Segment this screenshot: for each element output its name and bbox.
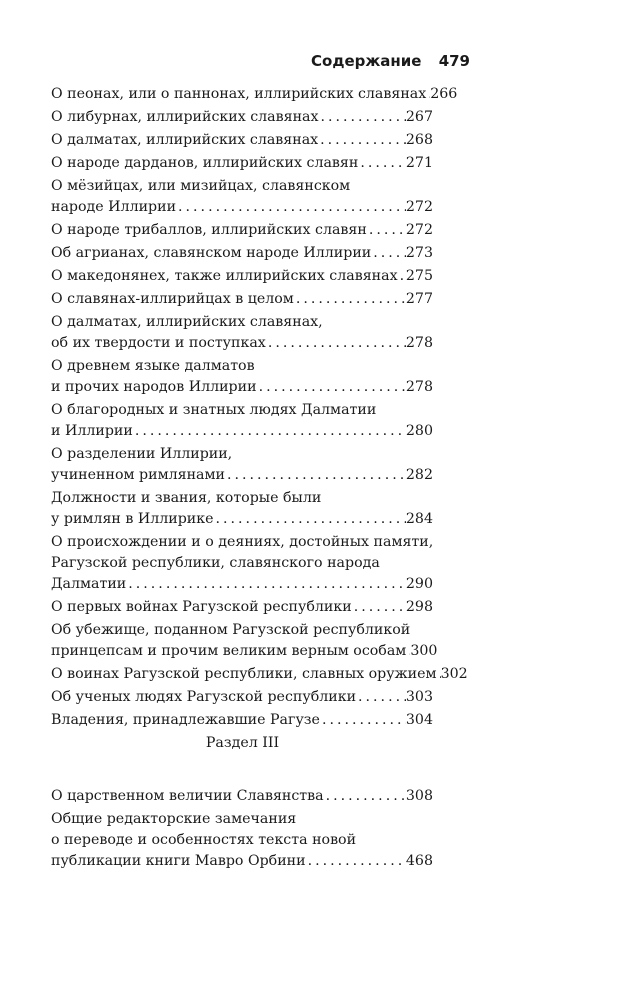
toc-entry-page-number: 468 [405,853,433,869]
toc-entry-page-number: 278 [405,335,433,351]
toc-entry [51,289,433,310]
toc-entry-title-line: О воинах Рагузской республики, славных оружием [51,666,437,682]
toc-entry [51,312,433,354]
toc-entry-title-line: Общие редакторские замечания [51,811,297,827]
toc-entry [51,84,458,105]
toc-entry-row [51,107,433,128]
toc-entry [51,130,433,151]
toc-entry-row [51,710,433,731]
dot-leader [176,197,406,218]
toc-entry-row [51,266,433,287]
toc-entry-title-line: и Иллирии [51,423,133,439]
toc-entry-row [51,220,433,241]
dot-leader [367,220,406,241]
toc-entry-title-line: народе Иллирии [51,199,177,215]
toc-entry-page-number: 273 [405,245,433,261]
toc-entry-row [51,197,433,218]
toc-entry [51,597,433,618]
toc-entry-row [51,597,433,618]
dot-leader [324,786,406,807]
toc-entry-title-line: О древнем языке далматов [51,358,255,374]
toc-entry [51,532,433,595]
toc-entry-page-number: 308 [405,788,433,804]
toc-entry-title-line: О народе дарданов, иллирийских славян [51,155,359,171]
header-title: Содержание [311,52,422,70]
toc-entry-row [51,574,433,595]
toc-entry-title-line: о переводе и особенностях текста новой [51,832,357,848]
toc-entry-title-line: Далматии [51,576,127,592]
dot-leader [356,687,406,708]
toc-entry-page-number: 272 [405,199,433,215]
part-heading: Раздел III [205,735,280,751]
toc-entry [51,266,433,287]
dot-leader [318,130,406,151]
toc-entry-page-number: 302 [440,666,468,682]
toc-entry-row [51,377,433,398]
toc-entry-page-number: 298 [405,599,433,615]
dot-leader [266,333,406,354]
toc-entry-title-line: О славянах-иллирийцах в целом [51,291,294,307]
toc-entry-page-number: 268 [405,132,433,148]
toc-entry-page-number: 300 [410,643,438,659]
dot-leader [225,465,406,486]
dot-leader [319,107,406,128]
toc-entry [51,809,433,872]
header-page-number: 479 [438,52,470,70]
toc-entry-row [51,289,433,310]
toc-entry-page-number: 303 [405,689,433,705]
toc-entry-page-number: 267 [405,109,433,125]
toc-entry-title-line: Рагузской республики, славянского народа [51,555,380,571]
toc-entry-row [51,786,433,807]
toc-entry [51,176,433,218]
toc-entry [51,786,433,807]
dot-leader [294,289,406,310]
dot-leader [306,851,406,872]
toc-entry [51,664,468,685]
toc-list-section3 [51,786,433,874]
toc-entry-page-number: 282 [405,467,433,483]
toc-entry-title-line: об их твердости и поступках [51,335,266,351]
toc-entry [51,356,433,398]
toc-entry-title-line: Должности и звания, которые были [51,490,322,506]
toc-entry-title-line: О царственном величии Славянства [51,788,324,804]
toc-entry-title-line: и прочих народов Иллирии [51,379,257,395]
toc-entry-row [51,130,433,151]
toc-entry-row [51,851,433,872]
toc-entry-title-line: Владения, принадлежавшие Рагузе [51,712,320,728]
toc-entry-title-line: Об убежище, поданном Рагузской республикой [51,622,411,638]
toc-entry-title-line: принцепсам и прочим великим верным особам [51,643,407,659]
toc-list-section2 [51,84,468,733]
toc-entry [51,400,433,442]
toc-entry-title-line: О народе трибаллов, иллирийских славян [51,222,367,238]
toc-entry-title-line: у римлян в Иллирике [51,511,214,527]
toc-entry-title-line: О разделении Иллирии, [51,446,233,462]
toc-entry-title-line: учиненном римлянами [51,467,225,483]
dot-leader [257,377,406,398]
toc-entry-page-number: 304 [405,712,433,728]
dot-leader [371,243,406,264]
toc-entry-row [51,153,433,174]
running-header [311,52,470,70]
toc-entry-title-line: О первых войнах Рагузской республики [51,599,352,615]
dot-leader [398,266,406,287]
toc-entry [51,488,433,530]
toc-entry-page-number: 266 [430,86,458,102]
toc-entry-title-line: публикации книги Мавро Орбини [51,853,306,869]
dot-leader [133,421,406,442]
toc-entry-title-line: О македонянех, также иллирийских славянах [51,268,398,284]
toc-entry-page-number: 277 [405,291,433,307]
toc-entry-title-line: О происхождении и о деяниях, достойных памяти, [51,534,434,550]
toc-entry [51,710,433,731]
toc-entry [51,620,438,662]
toc-entry-row [51,465,433,486]
toc-entry-title-line: О пеонах, или о паннонах, иллирийских славянах [51,86,427,102]
toc-entry-page-number: 284 [405,511,433,527]
toc-entry-row [51,243,433,264]
toc-entry-page-number: 271 [405,155,433,171]
toc-entry-row [51,84,458,105]
dot-leader [214,509,406,530]
toc-entry [51,107,433,128]
toc-entry-row [51,687,433,708]
toc-entry-title-line: Об ученых людях Рагузской республики [51,689,357,705]
toc-entry-title-line: О благородных и знатных людях Далматии [51,402,377,418]
toc-entry-row [51,509,433,530]
dot-leader [320,710,406,731]
toc-entry-title-line: О мёзийцах, или мизийцах, славянском [51,178,351,194]
toc-entry [51,687,433,708]
dot-leader [352,597,406,618]
toc-entry-title-line: Об агрианах, славянском народе Иллирии [51,245,372,261]
toc-entry [51,243,433,264]
toc-entry [51,444,433,486]
toc-entry-page-number: 275 [405,268,433,284]
toc-entry-row [51,333,433,354]
toc-entry [51,153,433,174]
toc-entry-title-line: О далматах, иллирийских славянах, [51,314,323,330]
toc-entry-row [51,664,468,685]
dot-leader [358,153,406,174]
toc-entry-page-number: 290 [405,576,433,592]
toc-entry-row [51,641,438,662]
toc-entry-row [51,421,433,442]
toc-entry-title-line: О далматах, иллирийских славянах [51,132,319,148]
toc-entry [51,220,433,241]
toc-entry-page-number: 280 [405,423,433,439]
toc-entry-title-line: О либурнах, иллирийских славянах [51,109,319,125]
toc-entry-page-number: 272 [405,222,433,238]
toc-entry-page-number: 278 [405,379,433,395]
dot-leader [126,574,406,595]
